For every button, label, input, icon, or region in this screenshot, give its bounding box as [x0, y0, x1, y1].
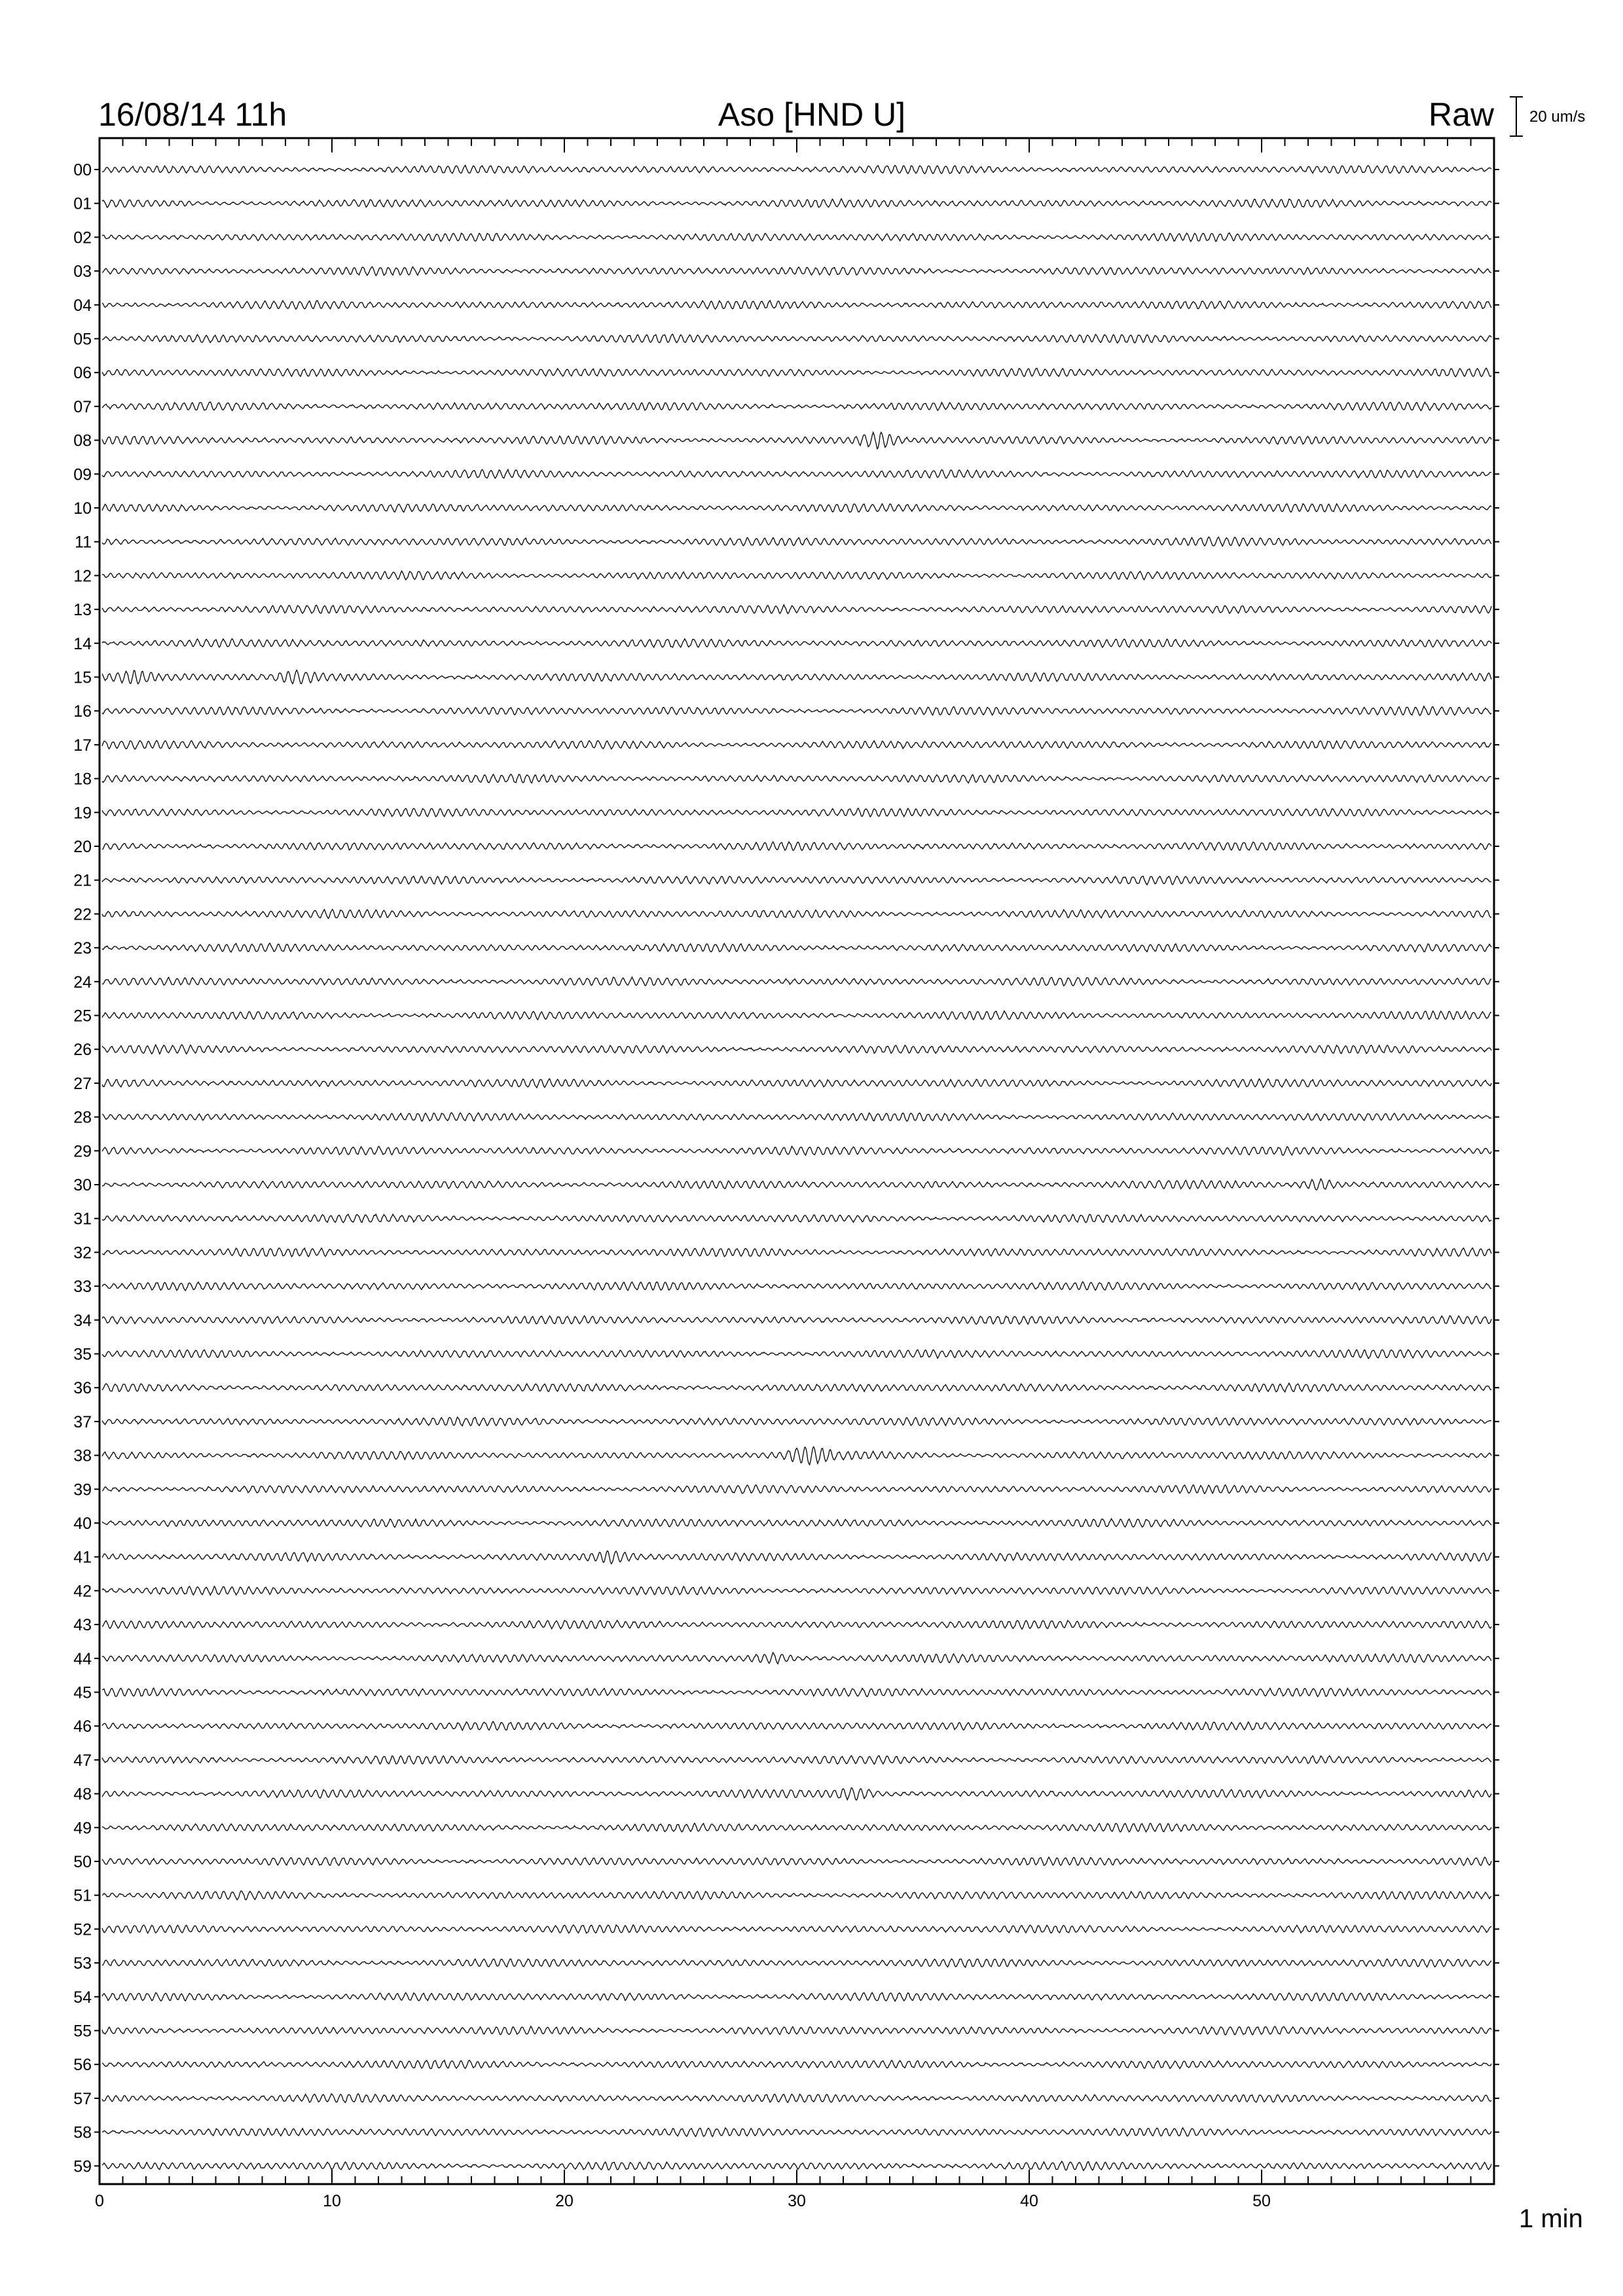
- row-label-44: 44: [73, 1649, 92, 1668]
- row-label-10: 10: [73, 499, 92, 518]
- row-label-03: 03: [73, 262, 92, 281]
- x-tick-label-30: 30: [788, 2192, 806, 2210]
- trace-row-54: [102, 1993, 1491, 2001]
- row-label-30: 30: [73, 1176, 92, 1194]
- trace-row-48: [102, 1788, 1491, 1801]
- row-label-00: 00: [73, 161, 92, 179]
- trace-row-30: [102, 1179, 1491, 1190]
- row-label-20: 20: [73, 838, 92, 856]
- trace-row-45: [102, 1688, 1491, 1696]
- trace-row-53: [102, 1959, 1491, 1967]
- trace-row-08: [102, 433, 1491, 449]
- trace-row-58: [102, 2128, 1491, 2136]
- row-label-28: 28: [73, 1108, 92, 1127]
- trace-row-22: [102, 909, 1491, 918]
- trace-row-02: [102, 233, 1491, 242]
- row-label-07: 07: [73, 397, 92, 416]
- trace-row-05: [102, 334, 1491, 343]
- trace-row-34: [102, 1316, 1491, 1324]
- trace-row-12: [102, 571, 1491, 579]
- row-label-25: 25: [73, 1007, 92, 1026]
- trace-row-29: [102, 1146, 1491, 1155]
- trace-row-46: [102, 1721, 1491, 1731]
- row-label-50: 50: [73, 1853, 92, 1871]
- trace-row-33: [102, 1282, 1491, 1290]
- trace-row-59: [102, 2161, 1491, 2170]
- row-label-37: 37: [73, 1412, 92, 1431]
- row-label-47: 47: [73, 1751, 92, 1770]
- x-tick-label-10: 10: [323, 2192, 341, 2210]
- row-label-06: 06: [73, 364, 92, 383]
- trace-row-49: [102, 1823, 1491, 1833]
- row-label-04: 04: [73, 296, 92, 315]
- trace-row-43: [102, 1621, 1491, 1629]
- trace-row-23: [102, 943, 1491, 952]
- x-tick-label-20: 20: [555, 2192, 574, 2210]
- datetime-label: 16/08/14 11h: [98, 96, 287, 133]
- row-label-58: 58: [73, 2123, 92, 2142]
- trace-row-15: [102, 670, 1491, 684]
- trace-row-07: [102, 402, 1491, 410]
- trace-row-50: [102, 1857, 1491, 1866]
- row-label-17: 17: [73, 736, 92, 755]
- row-label-24: 24: [73, 973, 92, 992]
- row-label-02: 02: [73, 228, 92, 247]
- trace-row-17: [102, 740, 1491, 749]
- trace-row-26: [102, 1045, 1491, 1054]
- row-label-33: 33: [73, 1278, 92, 1297]
- trace-row-51: [102, 1891, 1491, 1900]
- row-label-12: 12: [73, 567, 92, 586]
- trace-row-00: [102, 166, 1491, 174]
- trace-row-06: [102, 368, 1491, 376]
- row-label-40: 40: [73, 1515, 92, 1533]
- trace-group: [102, 166, 1491, 2171]
- trace-row-56: [102, 2060, 1491, 2069]
- row-label-09: 09: [73, 465, 92, 484]
- row-label-31: 31: [73, 1210, 92, 1229]
- row-label-43: 43: [73, 1616, 92, 1635]
- row-label-51: 51: [73, 1886, 92, 1905]
- row-label-59: 59: [73, 2157, 92, 2176]
- row-label-08: 08: [73, 431, 92, 450]
- tick-group: [94, 138, 1499, 2210]
- row-label-42: 42: [73, 1582, 92, 1601]
- row-label-22: 22: [73, 905, 92, 924]
- station-title: Aso [HND U]: [718, 96, 906, 133]
- trace-row-04: [102, 300, 1491, 309]
- trace-row-55: [102, 2026, 1491, 2035]
- plot-frame: [100, 138, 1494, 2184]
- row-label-41: 41: [73, 1548, 92, 1567]
- row-label-18: 18: [73, 770, 92, 789]
- row-label-53: 53: [73, 1954, 92, 1973]
- row-label-21: 21: [73, 871, 92, 890]
- trace-row-52: [102, 1925, 1491, 1933]
- trace-row-10: [102, 504, 1491, 512]
- amplitude-scale-bar: [1510, 97, 1585, 136]
- row-label-01: 01: [73, 194, 92, 213]
- row-label-38: 38: [73, 1446, 92, 1465]
- trace-row-42: [102, 1587, 1491, 1595]
- row-label-55: 55: [73, 2022, 92, 2041]
- trace-row-14: [102, 639, 1491, 647]
- trace-row-44: [102, 1653, 1491, 1664]
- row-label-11: 11: [75, 533, 92, 552]
- trace-row-27: [102, 1079, 1491, 1088]
- row-label-56: 56: [73, 2056, 92, 2075]
- row-label-26: 26: [73, 1041, 92, 1060]
- trace-row-40: [102, 1518, 1491, 1527]
- trace-row-03: [102, 267, 1491, 276]
- trace-row-39: [102, 1485, 1491, 1494]
- row-label-46: 46: [73, 1717, 92, 1736]
- row-label-35: 35: [73, 1345, 92, 1364]
- scale-label: 20 um/s: [1529, 108, 1586, 126]
- row-label-32: 32: [73, 1244, 92, 1263]
- trace-row-01: [102, 199, 1491, 207]
- trace-row-09: [102, 469, 1491, 478]
- x-tick-label-0: 0: [95, 2192, 104, 2210]
- trace-row-20: [102, 842, 1491, 850]
- trace-row-57: [102, 2094, 1491, 2103]
- trace-row-36: [102, 1383, 1491, 1392]
- row-label-05: 05: [73, 330, 92, 349]
- row-label-15: 15: [73, 668, 92, 687]
- x-tick-label-40: 40: [1020, 2192, 1038, 2210]
- row-label-49: 49: [73, 1819, 92, 1838]
- x-tick-label-50: 50: [1252, 2192, 1271, 2210]
- row-label-57: 57: [73, 2089, 92, 2108]
- trace-row-21: [102, 876, 1491, 885]
- row-label-19: 19: [73, 804, 92, 823]
- trace-row-24: [102, 977, 1491, 986]
- trace-row-37: [102, 1417, 1491, 1426]
- trace-row-41: [102, 1551, 1491, 1564]
- row-label-29: 29: [73, 1142, 92, 1161]
- row-label-54: 54: [73, 1988, 92, 2007]
- trace-row-19: [102, 808, 1491, 817]
- trace-row-11: [102, 537, 1491, 546]
- row-label-52: 52: [73, 1920, 92, 1939]
- trace-row-18: [102, 774, 1491, 783]
- row-label-16: 16: [73, 702, 92, 721]
- trace-row-47: [102, 1756, 1491, 1765]
- row-label-36: 36: [73, 1379, 92, 1398]
- row-label-group: [73, 161, 92, 2176]
- row-label-14: 14: [73, 634, 92, 653]
- row-label-39: 39: [73, 1480, 92, 1499]
- mode-label: Raw: [1428, 96, 1494, 133]
- row-label-23: 23: [73, 939, 92, 958]
- row-label-13: 13: [73, 601, 92, 620]
- row-label-45: 45: [73, 1683, 92, 1702]
- trace-row-32: [102, 1248, 1491, 1257]
- trace-row-25: [102, 1011, 1491, 1020]
- x-unit-label: 1 min: [1519, 2204, 1583, 2233]
- trace-row-13: [102, 605, 1491, 614]
- trace-row-38: [102, 1447, 1491, 1465]
- row-label-34: 34: [73, 1311, 92, 1330]
- row-label-48: 48: [73, 1785, 92, 1804]
- trace-row-31: [102, 1214, 1491, 1223]
- row-label-27: 27: [73, 1074, 92, 1093]
- trace-row-35: [102, 1350, 1491, 1359]
- trace-row-28: [102, 1113, 1491, 1121]
- trace-row-16: [102, 706, 1491, 715]
